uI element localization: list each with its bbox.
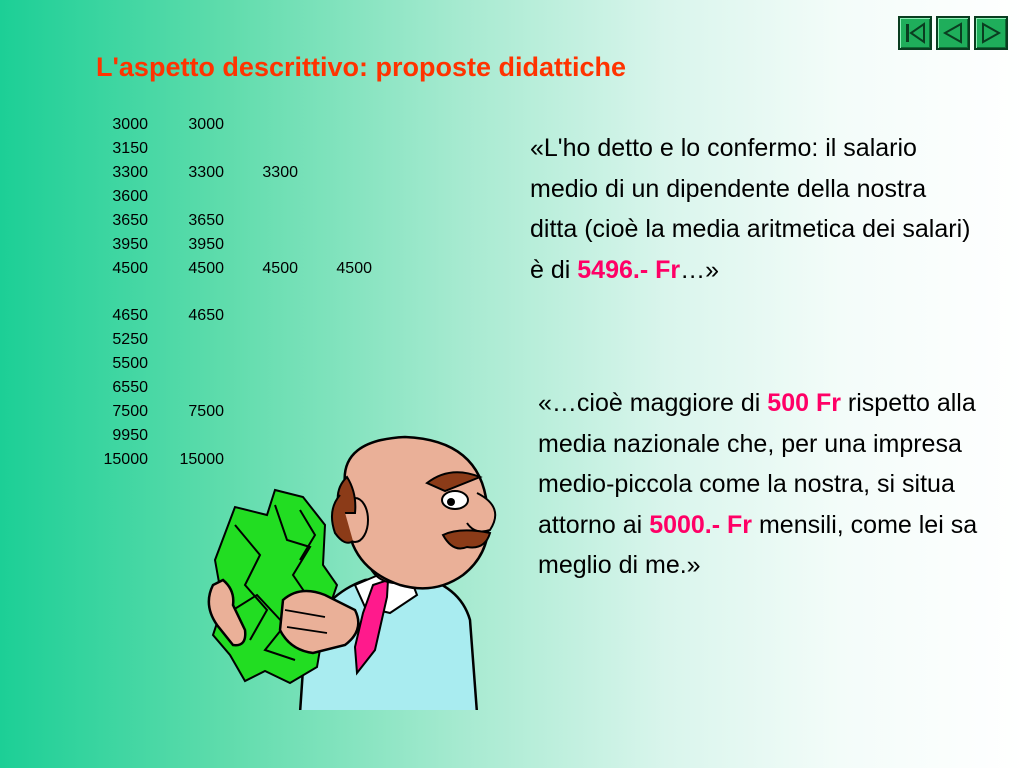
quote-salary-claim (530, 128, 980, 290)
salary-value: 15000 (103, 451, 148, 468)
pupil (447, 498, 455, 506)
salary-value: 3650 (188, 212, 224, 229)
salary-value: 3650 (112, 212, 148, 229)
salary-value: 4500 (262, 260, 298, 277)
salary-value: 3300 (262, 164, 298, 181)
quote2-part3: mensili, come lei sa meglio di me.» (538, 510, 978, 579)
salary-value: 3950 (188, 236, 224, 253)
slide-navigation (898, 16, 1008, 50)
quote1-ending: …» (680, 255, 720, 284)
salary-value: 7500 (188, 403, 224, 420)
salary-value: 3950 (112, 236, 148, 253)
salary-value: 3150 (112, 140, 148, 157)
salary-value: 4650 (188, 307, 224, 324)
quote2-highlight2: 5000.- Fr (649, 510, 753, 539)
businessman-holding-money-illustration (205, 435, 505, 710)
quote2-part2: rispetto alla media nazionale che, per una impresa medio-piccola come la nostra, si situa attorno ai (538, 389, 976, 539)
skip-to-first-icon (903, 21, 927, 45)
salary-value: 3600 (112, 188, 148, 205)
previous-triangle-icon (941, 21, 965, 45)
quote-national-average (538, 383, 998, 586)
salary-value: 4500 (188, 260, 224, 277)
salary-value: 7500 (112, 403, 148, 420)
salary-value: 3000 (188, 116, 224, 133)
next-slide-button[interactable] (974, 16, 1008, 50)
quote1-text: «L'ho detto e lo confermo: il salario medio di un dipendente della nostra ditta (cioè la media aritmetica dei salari) è di (530, 134, 971, 284)
first-slide-button[interactable] (898, 16, 932, 50)
salary-value: 9950 (112, 427, 148, 444)
salary-value: 3000 (112, 116, 148, 133)
quote1-highlight: 5496.- Fr (577, 255, 681, 284)
salary-value: 3300 (112, 164, 148, 181)
salary-value: 4650 (112, 307, 148, 324)
salary-value: 6550 (112, 379, 148, 396)
slide-title: L'aspetto descrittivo: proposte didattiche (96, 52, 626, 82)
quote2-part1: «…cioè maggiore di (538, 389, 768, 417)
eye (442, 491, 468, 509)
next-triangle-icon (979, 21, 1003, 45)
money-pile (213, 490, 337, 683)
salary-value: 3300 (188, 164, 224, 181)
salary-value: 4500 (112, 260, 148, 277)
salary-value: 5250 (112, 331, 148, 348)
previous-slide-button[interactable] (936, 16, 970, 50)
salary-value: 4500 (336, 260, 372, 277)
quote2-highlight1: 500 Fr (767, 389, 841, 417)
salary-value: 15000 (179, 451, 224, 468)
salary-value: 5500 (112, 355, 148, 372)
